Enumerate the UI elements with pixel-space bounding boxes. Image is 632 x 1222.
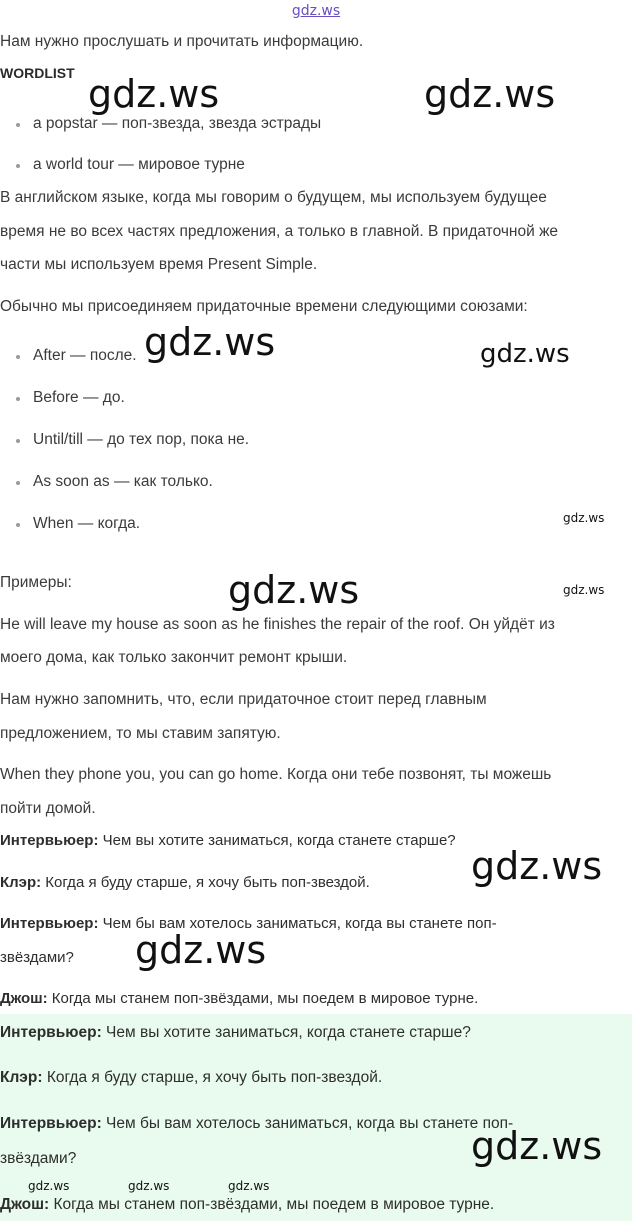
watermark: gdz.ws [28,1179,70,1193]
rule-line-2: время не во всех частях предложения, а только в главной. В придаточной же [0,223,559,240]
dialogue-text: Когда мы станем поп-звёздами, мы поедем в мировое турне. [49,1196,495,1213]
watermark: gdz.ws [471,844,603,888]
example-2-line-1: When they phone you, you can go home. Когда они тебе позвонят, ты можешь [0,766,552,783]
watermark: gdz.ws [228,1179,270,1193]
watermark: gdz.ws [471,1124,603,1168]
rule-line-3: части мы используем время Present Simple. [0,256,318,273]
list-item-text: a world tour — мировое турне [33,156,245,173]
intro-text: Нам нужно прослушать и прочитать информацию. [0,33,364,50]
dialogue-text: Когда я буду старше, я хочу быть поп-звездой. [42,1069,383,1086]
list-item-text: a popstar — поп-звезда, звезда эстрады [33,115,322,132]
list-item [16,389,125,407]
watermark: gdz.ws [563,511,605,525]
list-item-text: After — после. [33,347,137,364]
speaker-name: Интервьюер [0,832,94,849]
speaker-name: Интервьюер [0,915,94,932]
speaker-colon: : [93,832,99,849]
dialogue-line-continuation: звёздами? [0,1150,77,1167]
list-item-text: When — когда. [33,515,141,532]
dialogue-line [0,1188,625,1222]
speaker-colon: : [44,1196,50,1213]
speaker-colon: : [93,915,99,932]
list-item-text: As soon as — как только. [33,473,213,490]
dialogue-text: Чем вы хотите заниматься, когда станете старше? [98,832,456,849]
dialogue-line-continuation: звёздами? [0,949,74,966]
note-line-2: предложением, то мы ставим запятую. [0,725,281,742]
dialogue-text: Чем вы хотите заниматься, когда станете старше? [101,1024,471,1041]
example-2-line-2: пойти домой. [0,800,96,817]
list-item [16,473,213,491]
dialogue-line [0,1016,625,1050]
dialogue-line [0,982,625,1016]
speaker-colon: : [96,1024,102,1041]
speaker-name: Джош [0,1196,45,1213]
dialogue-text: Когда мы станем поп-звёздами, мы поедем в мировое турне. [47,990,479,1007]
list-item [16,347,137,365]
dialogue-text: Чем бы вам хотелось заниматься, когда вы станете поп- [98,915,497,932]
list-item-text: Until/till — до тех пор, пока не. [33,431,250,448]
speaker-name: Клэр [0,874,37,891]
dialogue-text: Когда я буду старше, я хочу быть поп-звездой. [41,874,370,891]
examples-label: Примеры: [0,574,72,591]
list-item-text: Before — до. [33,389,125,406]
speaker-colon: : [96,1115,102,1132]
list-item [16,431,249,449]
speaker-name: Джош [0,990,43,1007]
dialogue-line [0,907,625,941]
speaker-colon: : [42,990,48,1007]
note-line-1: Нам нужно запомнить, что, если придаточное стоит перед главным [0,691,487,708]
conjunctions-intro: Обычно мы присоединяем придаточные времени следующими союзами: [0,298,528,315]
top-watermark-link[interactable]: gdz.ws [291,3,341,19]
speaker-colon: : [37,1069,43,1086]
watermark: gdz.ws [88,72,220,116]
list-item [16,156,245,174]
watermark: gdz.ws [135,928,267,972]
speaker-name: Интервьюер [0,1024,97,1041]
rule-line-1: В английском языке, когда мы говорим о будущем, мы используем будущее [0,189,547,206]
watermark: gdz.ws [563,583,605,597]
watermark: gdz.ws [424,72,556,116]
dialogue-text: Чем бы вам хотелось заниматься, когда вы станете поп- [101,1115,514,1132]
speaker-colon: : [36,874,42,891]
dialogue-line [0,1061,625,1095]
watermark: gdz.ws [480,339,570,369]
watermark: gdz.ws [228,568,360,612]
watermark: gdz.ws [144,320,276,364]
example-1-line-2: моего дома, как только закончит ремонт крыши. [0,649,348,666]
example-1-line-1: He will leave my house as soon as he finishes the repair of the roof. Он уйдёт из [0,616,555,633]
speaker-name: Интервьюер [0,1115,97,1132]
wordlist-heading: WORDLIST [0,65,75,81]
list-item [16,515,140,533]
speaker-name: Клэр [0,1069,38,1086]
watermark: gdz.ws [128,1179,170,1193]
list-item [16,115,321,133]
